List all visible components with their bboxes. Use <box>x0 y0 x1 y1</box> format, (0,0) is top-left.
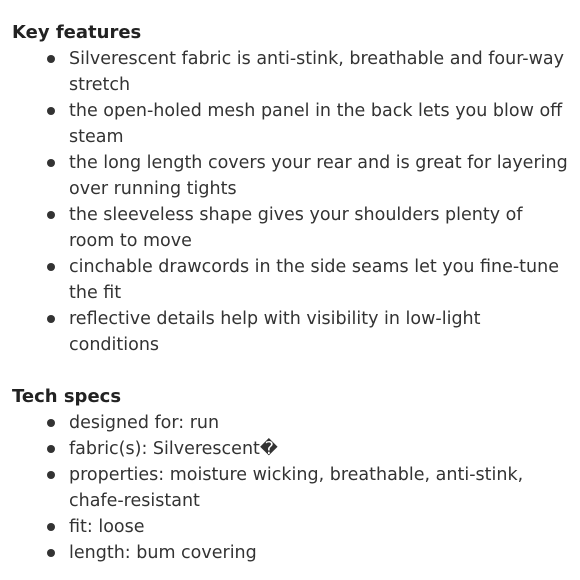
bullet-icon <box>47 419 55 427</box>
bullet-icon <box>47 315 55 323</box>
list-item-text: fit: loose <box>69 517 145 537</box>
list-item <box>12 306 570 358</box>
list-item-text: the open-holed mesh panel in the back lets you blow off steam <box>69 101 563 147</box>
key-features-section <box>12 20 570 358</box>
list-item-text: Silverescent fabric is anti-stink, breathable and four-way stretch <box>69 49 564 95</box>
list-item-text: properties: moisture wicking, breathable, anti-stink, chafe-resistant <box>69 465 524 511</box>
bullet-icon <box>47 523 55 531</box>
list-item-text: length: bum covering <box>69 543 257 563</box>
tech-specs-list <box>12 410 570 566</box>
list-item-text: the long length covers your rear and is great for layering over running tights <box>69 153 568 199</box>
list-item <box>12 540 570 566</box>
tech-specs-section <box>12 384 570 566</box>
list-item <box>12 46 570 98</box>
bullet-icon <box>47 445 55 453</box>
list-item-text: cinchable drawcords in the side seams let you fine-tune the fit <box>69 257 559 303</box>
list-item-text: designed for: run <box>69 413 220 433</box>
list-item-text: reflective details help with visibility in low-light conditions <box>69 309 481 355</box>
list-item <box>12 410 570 436</box>
key-features-list <box>12 46 570 358</box>
bullet-icon <box>47 471 55 479</box>
list-item <box>12 254 570 306</box>
key-features-heading: Key features <box>12 22 142 43</box>
bullet-icon <box>47 159 55 167</box>
tech-specs-heading: Tech specs <box>12 386 122 407</box>
bullet-icon <box>47 211 55 219</box>
list-item-text: the sleeveless shape gives your shoulders plenty of room to move <box>69 205 523 251</box>
list-item <box>12 514 570 540</box>
bullet-icon <box>47 107 55 115</box>
list-item <box>12 202 570 254</box>
bullet-icon <box>47 55 55 63</box>
list-item <box>12 98 570 150</box>
list-item <box>12 150 570 202</box>
bullet-icon <box>47 549 55 557</box>
list-item-text: fabric(s): Silverescent� <box>69 439 278 459</box>
bullet-icon <box>47 263 55 271</box>
list-item <box>12 436 570 462</box>
list-item <box>12 462 570 514</box>
